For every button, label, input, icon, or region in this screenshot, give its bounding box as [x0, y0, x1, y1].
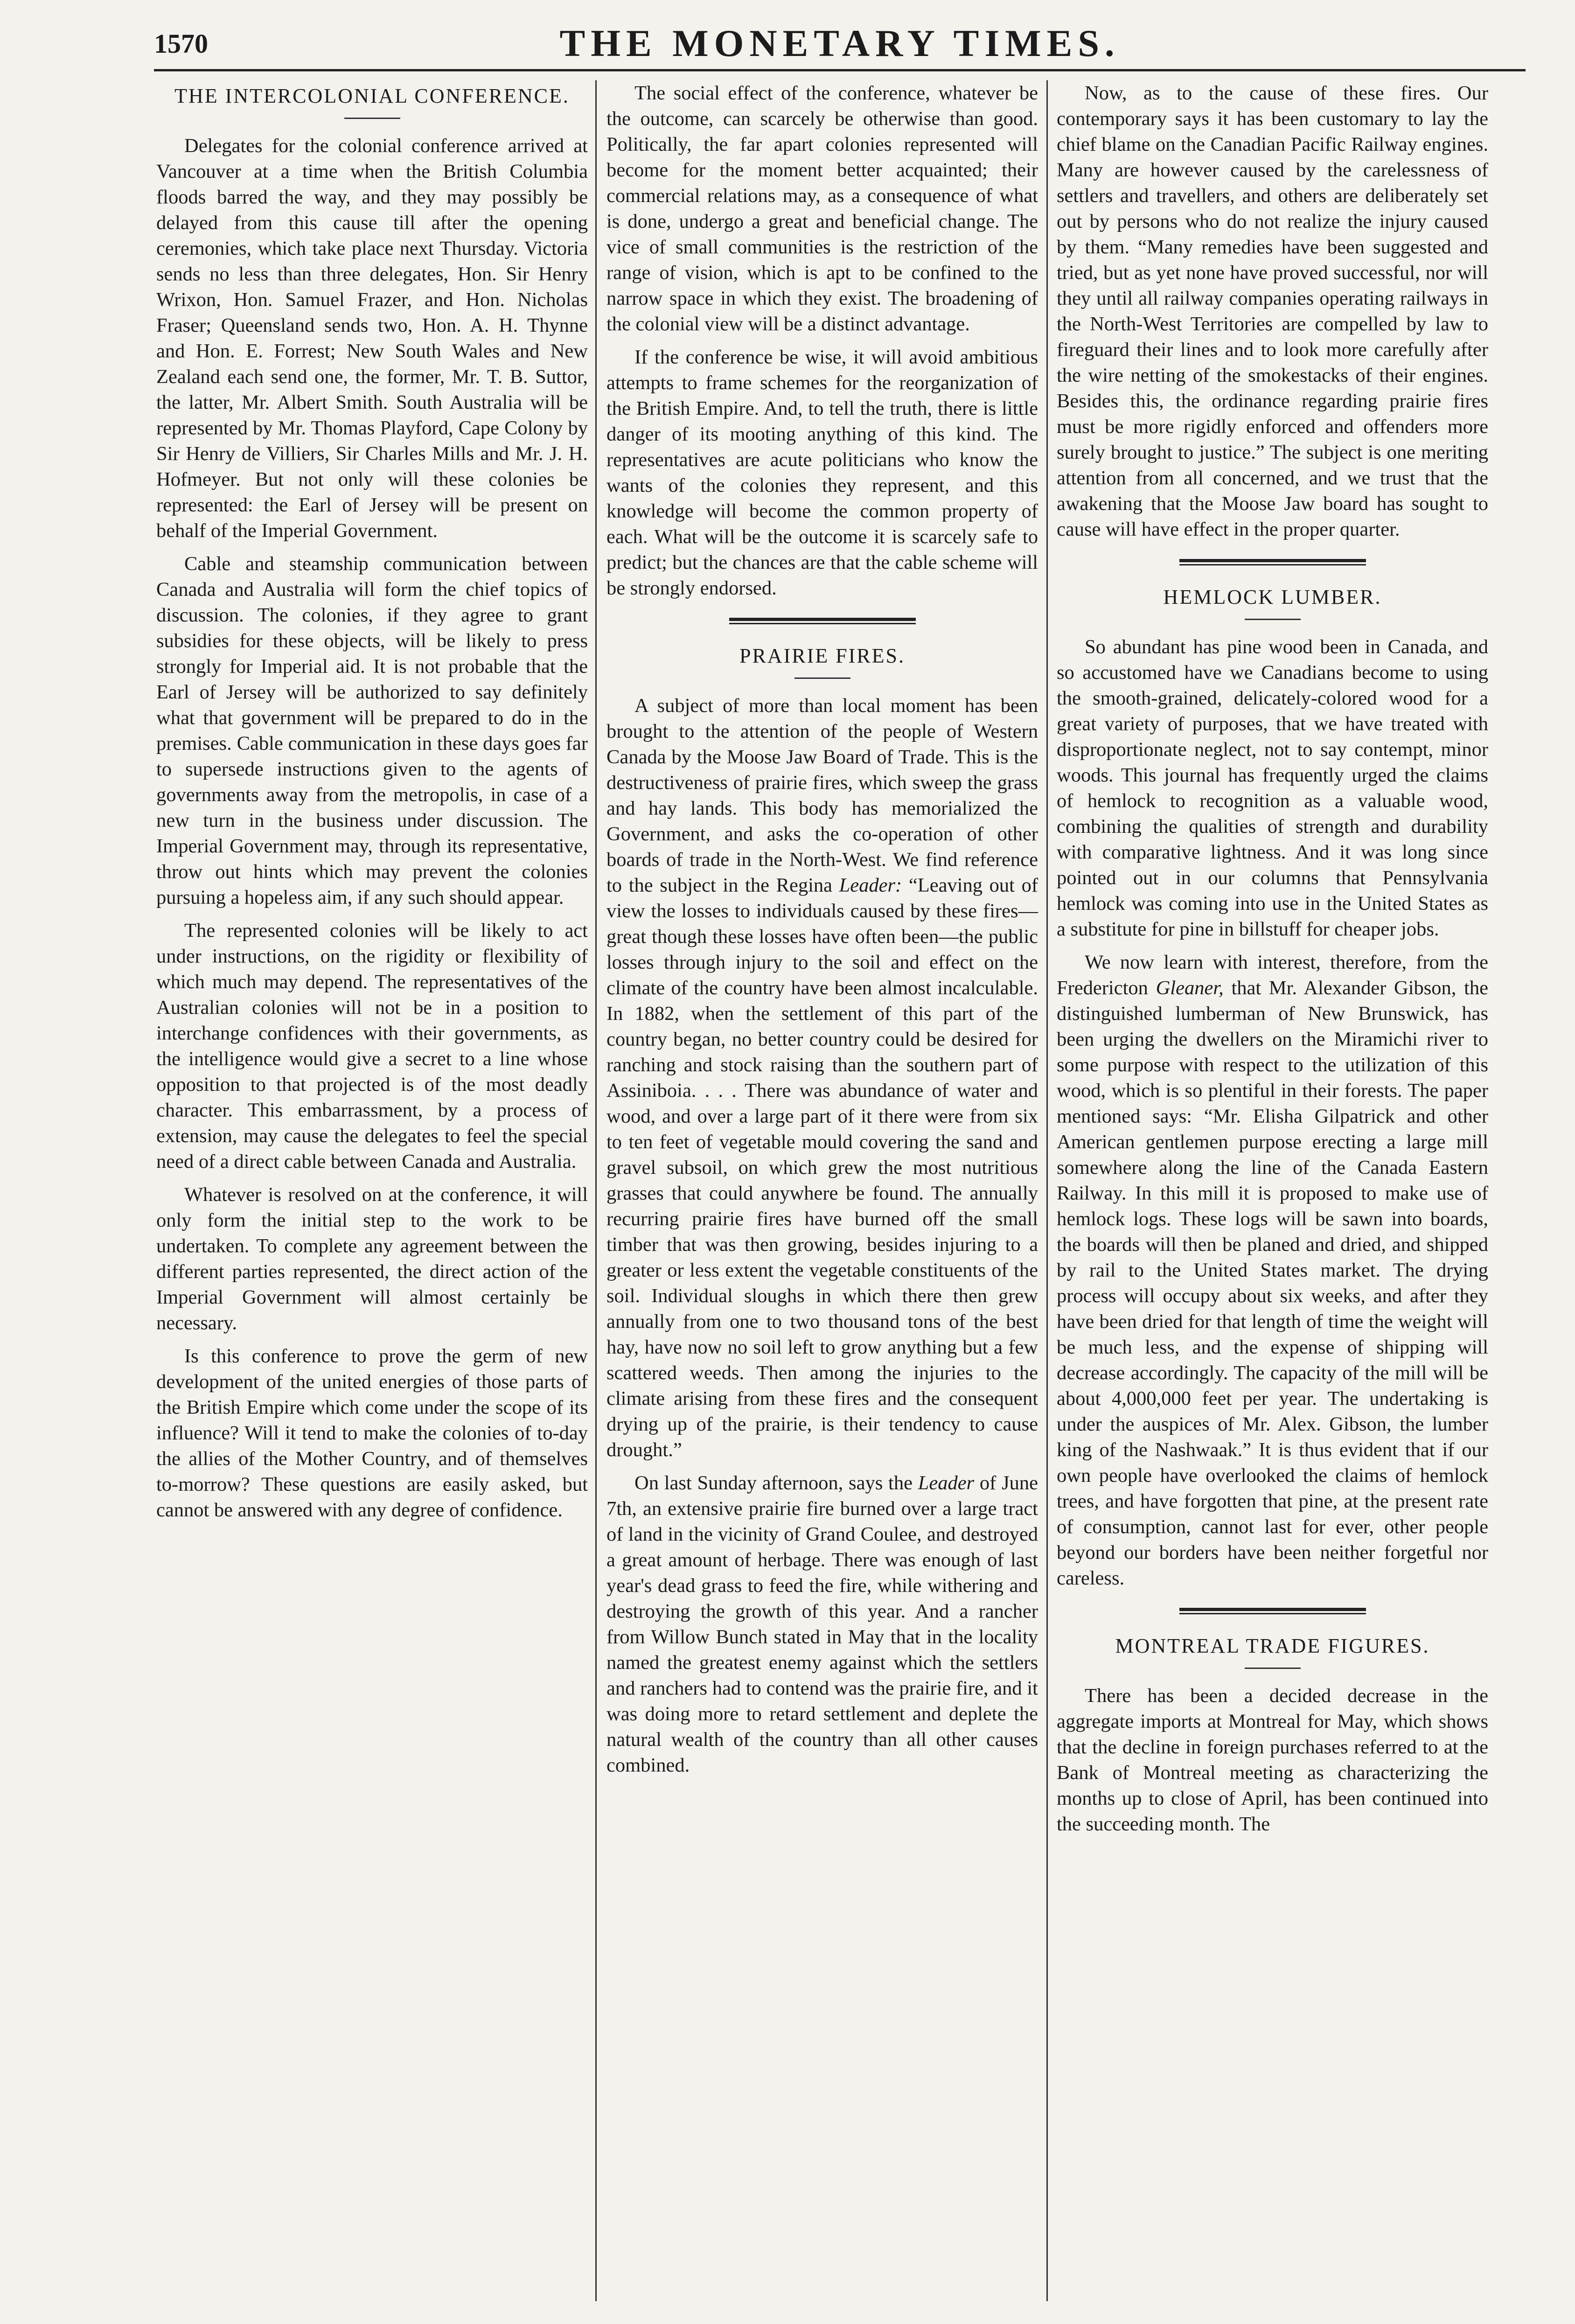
- article-title-prairie: PRAIRIE FIRES.: [739, 644, 905, 667]
- column-3: [1057, 80, 1488, 1837]
- article-title-montreal: MONTREAL TRADE FIGURES.: [1115, 1634, 1430, 1657]
- page-number: 1570: [154, 28, 208, 59]
- publication-name: Gleaner,: [1156, 977, 1224, 999]
- text-run: of June 7th, an extensive prairie fire burned over a large tract of land in the vicinity of Grand Coulee, and destroyed a great amount of herbage. There was enough of last year's dead grass to feed the fire, while withering and destroying the growth of this year. And a rancher from Willow Bunch stated in May that in the locality named the greatest enemy against which the settlers and ranchers had to contend was the prairie fire, and it was doing more to retard settlement and deplete the natural wealth of the country than all other causes combined.: [606, 1472, 1038, 1776]
- publication-name: Leader:: [839, 874, 902, 896]
- article-paragraph: Whatever is resolved on at the conference, it will only form the initial step to the work to be undertaken. To complete any agreement between the different parties represented, the direct action of the Imperial Government will almost certainly be necessary.: [156, 1184, 588, 1334]
- article-paragraph: So abundant has pine wood been in Canada, and so accustomed have we Canadians become to using the smooth-grained, delicately-colored wood for a great variety of purposes, that we have treated with disproportionate neglect, not to say contempt, minor woods. This journal has frequently urged the claims of hemlock to recognition as a valuable wood, combining the qualities of strength and durability with comparative lightness. And it was long since pointed out in our columns that Pennsylvania hemlock was coming into use in the United States as a substitute for pine in billstuff for cheaper jobs.: [1057, 636, 1488, 940]
- text-run: that Mr. Alexander Gibson, the distinguished lumberman of New Brunswick, has been urging the dwellers on the Miramichi river to some purpose with respect to the utilization of this wood, which is so plentiful in their forests. The paper mentioned says: “Mr. Elisha Gilpatrick and other American gentlemen purpose erecting a large mill somewhere along the line of the Canada Eastern Railway. In this mill it is proposed to make use of hemlock logs. These logs will be sawn into boards, the boards will then be planed and dried, and shipped by rail to the United States market. The drying process will occupy about six weeks, and after they have been dried for that length of time the weight will be much less, and the expense of shipping will decrease accordingly. The capacity of the mill will be about 4,000,000 feet per year. The undertaking is under the auspices of Mr. Alex. Gibson, the lumber king of the Nashwaak.” It is thus evident that if our own people have overlooked the claims of hemlock trees, and have forgotten that pine, at the present rate of consumption, cannot last for ever, other people beyond our borders have been neither forgetful nor careless.: [1057, 977, 1489, 1589]
- article-paragraph: Now, as to the cause of these fires. Our contemporary says it has been customary to lay the chief blame on the Canadian Pacific Railway engines. Many are however caused by the carelessness of settlers and travellers, and others are deliberately set out by persons who do not realize the injury caused by them. “Many remedies have been suggested and tried, but as yet none have proved successful, nor will they until all railway companies operating railways in the North-West Territories are compelled by law to fireguard their lines and to look more carefully after the wire netting of the smokestacks of their engines. Besides this, the ordinance regarding prairie fires must be more rigidly enforced and offenders more surely brought to justice.” The subject is one meriting attention from all concerned, and we trust that the awakening that the Moose Jaw board has sought to cause will have effect in the proper quarter.: [1057, 82, 1488, 540]
- text-run: We now learn with interest, therefore, from the Fredericton: [1057, 951, 1488, 999]
- section-rule: [1179, 1608, 1366, 1614]
- article-paragraph: [1057, 949, 1488, 1591]
- text-run: “Leaving out of view the losses to individuals caused by these fires—great though these losses have often been—the public losses through injury to the soil and effect on the climate of the country have been almost incalculable. In 1882, when the settlement of this part of the country began, no better country could be desired for ranching and stock raising than the southern part of Assiniboia. . . . There was abundance of water and wood, and over a large part of it there were from six to ten feet of vegetable mould covering the sand and gravel subsoil, on which grew the most nutritious grasses that could anywhere be found. The annually recurring prairie fires have burned off the small timber that was then growing, besides injuring to a greater or less extent the vegetable constituents of the soil. Individual sloughs in which there then grew annually from one to two thousand tons of the best hay, have now no soil left to grow anything but a few scattered weeds. Then among the injuries to the climate arising from these fires and the consequent drying up of the prairie, is their tendency to cause drought.”: [606, 874, 1038, 1461]
- text-run: A subject of more than local moment has been brought to the attention of the people of Western Canada by the Moose Jaw Board of Trade. This is the destructiveness of prairie fires, which sweep the grass and hay lands. This body has memorialized the Government, and asks the co-operation of other boards of trade in the North-West. We find reference to the subject in the Regina: [606, 695, 1038, 896]
- publication-name: Leader: [918, 1472, 975, 1494]
- article-paragraph: [606, 693, 1038, 1463]
- column-divider: [1046, 80, 1048, 2301]
- title-rule: [1245, 1668, 1301, 1669]
- article-paragraph: If the conference be wise, it will avoid ambitious attempts to frame schemes for the reorganization of the British Empire. And, to tell the truth, there is little danger of its mooting anything of this kind. The representatives are acute politicians who know the wants of the colonies they represent, and this knowledge will become the common property of each. What will be the outcome it is scarcely safe to predict; but the chances are that the cable scheme will be strongly endorsed.: [606, 346, 1038, 599]
- article-title-hemlock: HEMLOCK LUMBER.: [1163, 586, 1382, 608]
- masthead: THE MONETARY TIMES.: [559, 22, 1120, 64]
- title-rule: [794, 677, 850, 679]
- article-paragraph: The represented colonies will be likely to act under instructions, on the rigidity or flexibility of which much may depend. The representatives of the Australian colonies will not be in a position to interchange confidences with their governments, as the intelligence would give a secret to a line whose opposition to that projected is of the most deadly character. This embarrassment, by a process of extension, may cause the delegates to feel the special need of a direct cable between Canada and Australia.: [156, 920, 588, 1172]
- section-rule: [729, 618, 916, 624]
- column-1: [156, 80, 588, 1523]
- article-paragraph: Delegates for the colonial conference arrived at Vancouver at a time when the British Columbia floods barred the way, and they may possibly be delayed from this cause till after the opening ceremonies, which take place next Thursday. Victoria sends no less than three delegates, Hon. Sir Henry Wrixon, Hon. Samuel Frazer, and Hon. Nicholas Fraser; Queensland sends two, Hon. A. H. Thynne and Hon. E. Forrest; New South Wales and New Zealand each send one, the former, Mr. T. B. Suttor, the latter, Mr. Albert Smith. South Australia will be represented by Mr. Thomas Playford, Cape Colony by Sir Henry de Villiers, Sir Charles Mills and Mr. J. H. Hofmeyer. But not only will these colonies be represented: the Earl of Jersey will be present on behalf of the Imperial Government.: [156, 135, 588, 542]
- column-divider: [595, 80, 597, 2301]
- article-paragraph: Is this conference to prove the germ of new development of the united energies of those parts of the British Empire which come under the scope of its influence? Will it tend to make the colonies of to-day the allies of the Mother Country, and of themselves to-morrow? These questions are easily asked, but cannot be answered with any degree of confidence.: [156, 1345, 588, 1521]
- section-rule: [1179, 559, 1366, 565]
- article-paragraph: The social effect of the conference, whatever be the outcome, can scarcely be otherwise than good. Politically, the far apart colonies represented will become for the moment better acquainted; their commercial relations may, as a consequence of what is done, undergo a great and beneficial change. The vice of small communities is the restriction of the range of vision, which is apt to be confined to the narrow space in which they exist. The broadening of the colonial view will be a distinct advantage.: [606, 82, 1038, 335]
- column-2: [606, 80, 1038, 1778]
- text-run: On last Sunday afternoon, says the: [634, 1472, 913, 1494]
- header-rule: [154, 69, 1526, 71]
- article-paragraph: There has been a decided decrease in the aggregate imports at Montreal for May, which shows that the decline in foreign purchases referred to at the Bank of Montreal meeting as characterizing the months up to close of April, has been continued into the succeeding month. The: [1057, 1685, 1488, 1835]
- title-rule: [344, 118, 400, 119]
- article-title-intercolonial: THE INTERCOLONIAL CONFERENCE.: [174, 84, 570, 107]
- article-paragraph: [606, 1470, 1038, 1778]
- article-paragraph: Cable and steamship communication between Canada and Australia will form the chief topics of discussion. The colonies, if they agree to grant subsidies for these objects, will be likely to press strongly for Imperial aid. It is not probable that the Earl of Jersey will be authorized to say definitely what that government will be prepared to do in the premises. Cable communication in these days goes far to supersede instructions given to the agents of governments away from the metropolis, in case of a new turn in the business under discussion. The Imperial Government may, through its representative, throw out hints which may prevent the colonies pursuing a hopeless aim, if any such should appear.: [156, 553, 588, 908]
- page-header: [154, 19, 1526, 70]
- title-rule: [1245, 619, 1301, 620]
